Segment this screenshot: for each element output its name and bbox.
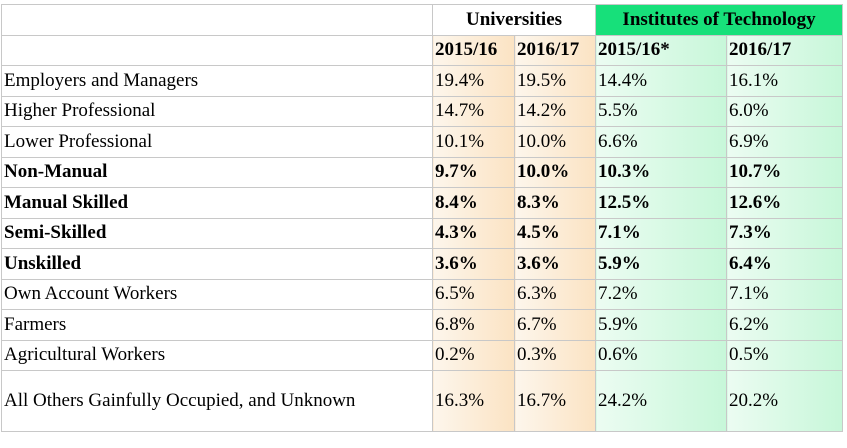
uni-2016-value: 4.5% — [515, 218, 596, 249]
row-label: Higher Professional — [2, 96, 433, 127]
table-row — [2, 127, 843, 158]
iot-2016-value: 6.2% — [727, 310, 843, 341]
row-label: Employers and Managers — [2, 66, 433, 97]
iot-2016-value: 7.3% — [727, 218, 843, 249]
iot-2015-value: 7.2% — [596, 279, 727, 310]
group-header-row — [2, 5, 843, 36]
uni-2016-value: 6.3% — [515, 279, 596, 310]
iot-2015-value: 12.5% — [596, 188, 727, 219]
iot-2015-value: 6.6% — [596, 127, 727, 158]
row-label: Lower Professional — [2, 127, 433, 158]
uni-2016-value: 19.5% — [515, 66, 596, 97]
uni-2016-value: 14.2% — [515, 96, 596, 127]
social-class-table — [1, 4, 843, 432]
iot-2016-value: 12.6% — [727, 188, 843, 219]
table-row — [2, 66, 843, 97]
year-header-iot-2015: 2015/16* — [596, 35, 727, 66]
iot-2015-value: 5.9% — [596, 249, 727, 280]
table-row — [2, 249, 843, 280]
uni-2015-value: 14.7% — [433, 96, 515, 127]
table-row — [2, 188, 843, 219]
uni-2016-value: 0.3% — [515, 340, 596, 371]
table-row — [2, 279, 843, 310]
iot-2015-value: 7.1% — [596, 218, 727, 249]
iot-2016-value: 6.9% — [727, 127, 843, 158]
uni-2015-value: 9.7% — [433, 157, 515, 188]
uni-2016-value: 3.6% — [515, 249, 596, 280]
uni-2016-value: 6.7% — [515, 310, 596, 341]
table-row — [2, 157, 843, 188]
uni-2015-value: 6.8% — [433, 310, 515, 341]
year-header-row — [2, 35, 843, 66]
row-label: All Others Gainfully Occupied, and Unknown — [2, 371, 433, 432]
year-corner-cell — [2, 35, 433, 66]
iot-2015-value: 10.3% — [596, 157, 727, 188]
row-label: Manual Skilled — [2, 188, 433, 219]
iot-2015-value: 5.9% — [596, 310, 727, 341]
row-label: Own Account Workers — [2, 279, 433, 310]
uni-2015-value: 8.4% — [433, 188, 515, 219]
uni-2015-value: 6.5% — [433, 279, 515, 310]
iot-2016-value: 6.4% — [727, 249, 843, 280]
iot-2016-value: 16.1% — [727, 66, 843, 97]
uni-2015-value: 16.3% — [433, 371, 515, 432]
year-header-uni-2016: 2016/17 — [515, 35, 596, 66]
uni-2015-value: 0.2% — [433, 340, 515, 371]
table-row — [2, 371, 843, 432]
iot-2016-value: 0.5% — [727, 340, 843, 371]
table-row — [2, 340, 843, 371]
row-label: Farmers — [2, 310, 433, 341]
table-row — [2, 96, 843, 127]
uni-2016-value: 8.3% — [515, 188, 596, 219]
uni-2016-value: 16.7% — [515, 371, 596, 432]
row-label: Non-Manual — [2, 157, 433, 188]
iot-2016-value: 20.2% — [727, 371, 843, 432]
row-label: Semi-Skilled — [2, 218, 433, 249]
universities-header: Universities — [433, 5, 596, 36]
year-header-iot-2016: 2016/17 — [727, 35, 843, 66]
table-body — [2, 66, 843, 432]
institutes-header: Institutes of Technology — [596, 5, 843, 36]
uni-2015-value: 19.4% — [433, 66, 515, 97]
uni-2015-value: 10.1% — [433, 127, 515, 158]
uni-2015-value: 3.6% — [433, 249, 515, 280]
uni-2016-value: 10.0% — [515, 127, 596, 158]
year-header-uni-2015: 2015/16 — [433, 35, 515, 66]
uni-2016-value: 10.0% — [515, 157, 596, 188]
iot-2016-value: 6.0% — [727, 96, 843, 127]
row-label: Agricultural Workers — [2, 340, 433, 371]
iot-2015-value: 14.4% — [596, 66, 727, 97]
iot-2016-value: 7.1% — [727, 279, 843, 310]
uni-2015-value: 4.3% — [433, 218, 515, 249]
iot-2015-value: 24.2% — [596, 371, 727, 432]
iot-2016-value: 10.7% — [727, 157, 843, 188]
table-row — [2, 218, 843, 249]
iot-2015-value: 0.6% — [596, 340, 727, 371]
row-label: Unskilled — [2, 249, 433, 280]
iot-2015-value: 5.5% — [596, 96, 727, 127]
corner-cell — [2, 5, 433, 36]
table-row — [2, 310, 843, 341]
